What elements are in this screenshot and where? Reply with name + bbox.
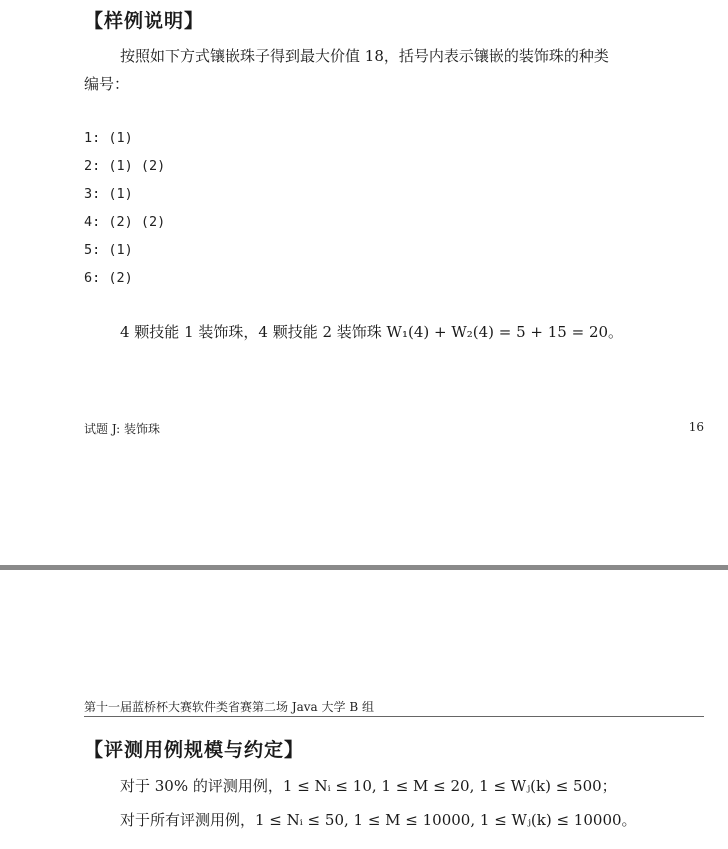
- intro-line-1: 按照如下方式镶嵌珠子得到最大价值 18，括号内表示镶嵌的装饰珠的种类: [120, 47, 609, 65]
- constraint-line-2: 对于所有评测用例，1 ≤ Nᵢ ≤ 50, 1 ≤ M ≤ 10000, 1 ≤ Wⱼ(k) ≤ 10000。: [120, 811, 637, 829]
- intro-line-2: 编号：: [84, 75, 130, 93]
- running-header: 第十一届蓝桥杯大赛软件类省赛第二场 Java 大学 B 组: [84, 700, 374, 714]
- footer-problem-title: 试题 J: 装饰珠: [84, 422, 160, 436]
- sample-line: 6: (2): [84, 270, 133, 286]
- constraints-heading: 【评测用例规模与约定】: [84, 739, 305, 761]
- sample-explanation-heading: 【样例说明】: [84, 10, 205, 32]
- sample-line: 5: (1): [84, 242, 133, 258]
- sample-line: 4: (2) (2): [84, 214, 166, 230]
- sample-line: 2: (1) (2): [84, 158, 166, 174]
- summary-line: 4 颗技能 1 装饰珠，4 颗技能 2 装饰珠 W₁(4) + W₂(4) = 5 + 15 = 20。: [120, 323, 624, 341]
- header-rule: [84, 716, 704, 717]
- footer-page-number: 16: [688, 420, 704, 434]
- sample-line: 1: (1): [84, 130, 133, 146]
- sample-line: 3: (1): [84, 186, 133, 202]
- constraint-line-1: 对于 30% 的评测用例，1 ≤ Nᵢ ≤ 10, 1 ≤ M ≤ 20, 1 ≤ Wⱼ(k) ≤ 500；: [120, 777, 617, 795]
